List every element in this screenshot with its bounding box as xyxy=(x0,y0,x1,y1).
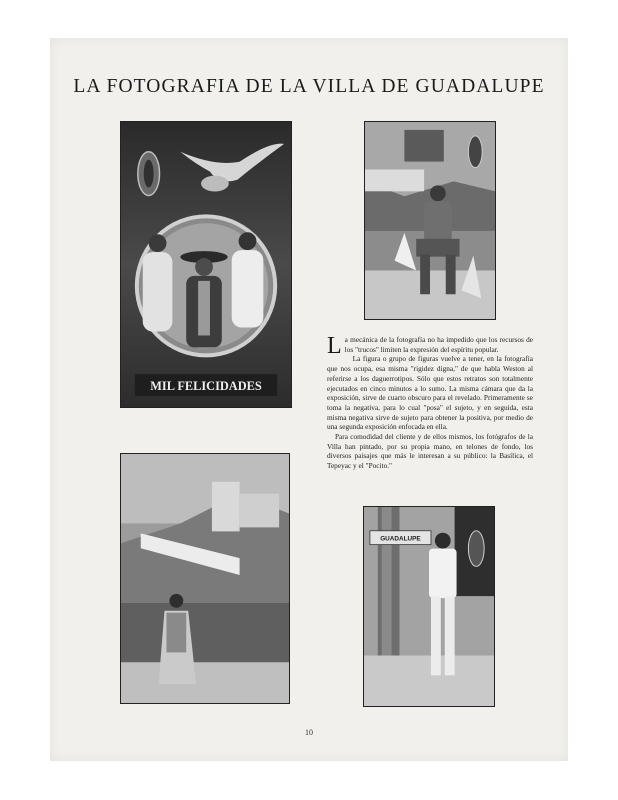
article-paragraph-1-text: a mecánica de la fotografía no ha impedido que los recursos de los "trucos" limiten la expresión del espíritu popular. xyxy=(344,335,533,354)
page-number: 10 xyxy=(305,728,313,737)
article-paragraph-3: Para comodidad del cliente y de ellos mismos, los fotógrafos de la Villa han pintado, por su propia mano, en telones de fondo, los diversos paisajes que más le interesan a su público: la Basílica, el Tepeyac y el "Pocito." xyxy=(327,432,533,471)
article-body xyxy=(327,335,533,471)
page-title: LA FOTOGRAFIA DE LA VILLA DE GUADALUPE xyxy=(73,76,545,97)
photo-caption-mil-felicidades: MIL FELICIDADES xyxy=(150,379,262,394)
magazine-page xyxy=(50,38,568,761)
article-paragraph-1 xyxy=(327,333,533,359)
photo-girl-basilica-backdrop xyxy=(120,453,290,704)
drop-cap: L xyxy=(327,333,342,359)
article-paragraph-2: La figura o grupo de figuras vuelve a tener, en la fotografía que nos ocupa, esa misma "rigidez digna," de que habla Weston al referirse a los daguerrotipos. Sólo que estos retratos son totalmente ejecutados en cinco minutos a lo sumo. La misma cámara que da la exposición, sirve de cuarto obscuro para el revelado. Primeramente se toma la negativa, para lo cual "posa" el sujeto, y en seguida, esta misma negativa sirve de sujeto para obtener la positiva, por medio de una segunda exposición enfocada en ella. xyxy=(327,354,533,432)
photo-boy-guadalupe-sign xyxy=(363,506,495,707)
photo-seated-man xyxy=(364,121,496,320)
photo-sign-guadalupe: GUADALUPE xyxy=(380,535,421,543)
photo-family-mil-felicidades xyxy=(120,121,292,408)
